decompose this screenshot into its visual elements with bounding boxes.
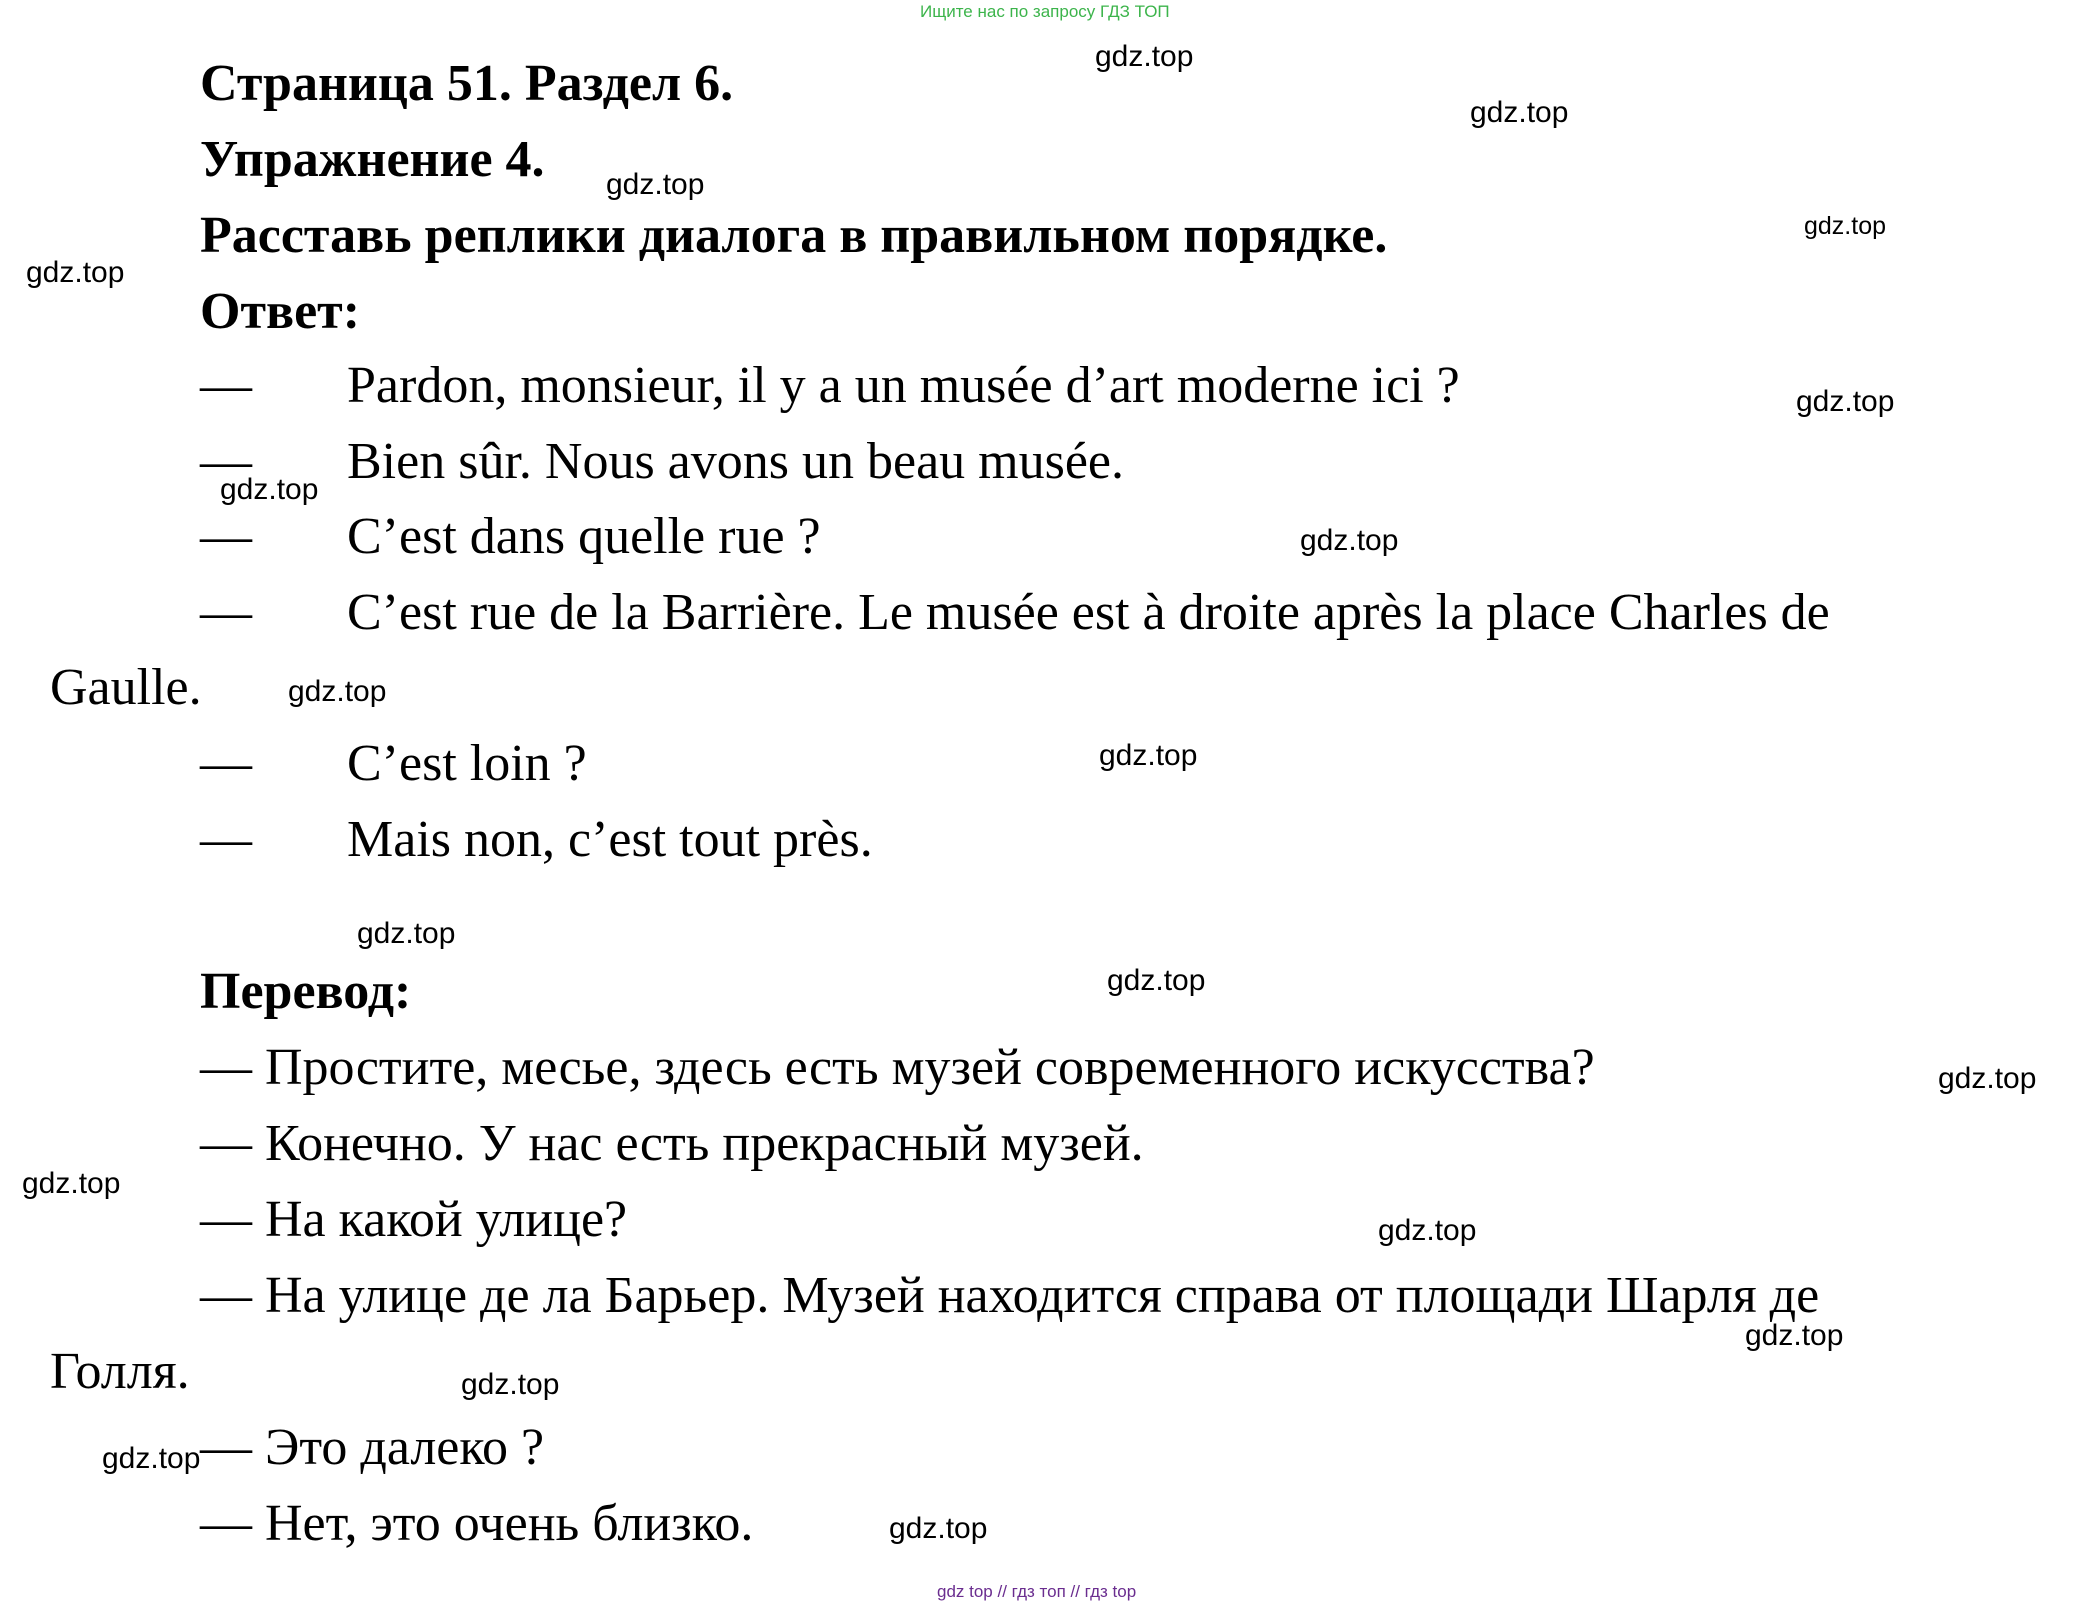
translation-line-continuation: Голля. <box>50 1343 190 1400</box>
translation-line: — Простите, месье, здесь есть музей современного искусства? <box>200 1039 1595 1096</box>
answer-line: C’est rue de la Barrière. Le musée est à droite après la place Charles de <box>347 584 1830 641</box>
watermark: gdz.top <box>1938 1062 2037 1095</box>
watermark: gdz.top <box>1796 385 1895 418</box>
watermark: gdz.top <box>1470 96 1569 129</box>
answer-line: Mais non, c’est tout près. <box>347 811 873 868</box>
answer-line: Bien sûr. Nous avons un beau musée. <box>347 433 1125 490</box>
watermark: gdz.top <box>357 917 456 950</box>
watermark: gdz.top <box>1745 1319 1844 1352</box>
answer-dash: — <box>200 811 252 868</box>
answer-line: C’est dans quelle rue ? <box>347 508 821 565</box>
answer-label: Ответ: <box>200 283 361 340</box>
page-section-heading: Страница 51. Раздел 6. <box>200 55 734 112</box>
watermark: gdz.top <box>461 1368 560 1401</box>
watermark: gdz.top <box>1107 964 1206 997</box>
answer-dash: — <box>200 735 252 792</box>
watermark: gdz.top <box>889 1512 988 1545</box>
translation-line: — На какой улице? <box>200 1191 628 1248</box>
watermark: gdz.top <box>220 473 319 506</box>
answer-line: C’est loin ? <box>347 735 587 792</box>
top-banner: Ищите нас по запросу ГДЗ ТОП <box>920 2 1170 21</box>
answer-dash: — <box>200 433 252 490</box>
watermark: gdz.top <box>1300 524 1399 557</box>
watermark: gdz.top <box>1099 739 1198 772</box>
exercise-heading: Упражнение 4. <box>200 131 545 188</box>
translation-line: — Нет, это очень близко. <box>200 1495 754 1552</box>
translation-label: Перевод: <box>200 963 412 1020</box>
answer-dash: — <box>200 584 252 641</box>
answer-line: Pardon, monsieur, il y a un musée d’art moderne ici ? <box>347 357 1460 414</box>
watermark: gdz.top <box>606 168 705 201</box>
watermark: gdz.top <box>1804 212 1887 240</box>
watermark: gdz.top <box>102 1442 201 1475</box>
answer-line-continuation: Gaulle. <box>50 659 202 716</box>
answer-dash: — <box>200 357 252 414</box>
answer-dash: — <box>200 508 252 565</box>
watermark: gdz.top <box>22 1167 121 1200</box>
watermark: gdz.top <box>1378 1214 1477 1247</box>
translation-line: — Это далеко ? <box>200 1419 545 1476</box>
watermark: gdz.top <box>288 675 387 708</box>
watermark: gdz.top <box>26 256 125 289</box>
translation-line: — На улице де ла Барьер. Музей находится справа от площади Шарля де <box>200 1267 1820 1324</box>
watermark: gdz.top <box>1095 40 1194 73</box>
translation-line: — Конечно. У нас есть прекрасный музей. <box>200 1115 1144 1172</box>
task-heading: Расставь реплики диалога в правильном порядке. <box>200 207 1388 264</box>
bottom-banner: gdz top // гдз топ // гдз top <box>937 1582 1137 1601</box>
